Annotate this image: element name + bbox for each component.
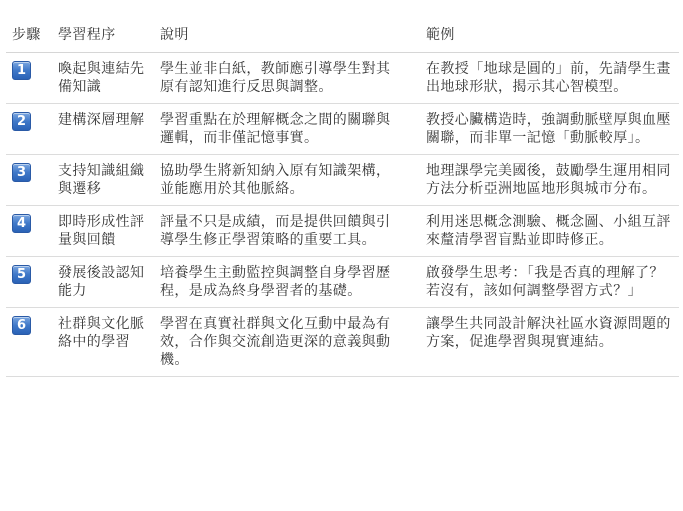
step-cell — [6, 104, 58, 155]
step-name: 建構深層理解 — [58, 104, 160, 155]
step-cell — [6, 155, 58, 206]
step-number-6-icon: 6 — [12, 316, 31, 335]
step-description: 協助學生將新知納入原有知識架構，並能應用於其他脈絡。 — [160, 155, 426, 206]
header-row — [6, 18, 679, 53]
step-cell — [6, 308, 58, 377]
step-number-3-icon: 3 — [12, 163, 31, 182]
step-description: 學習在真實社群與文化互動中最為有效，合作與交流創造更深的意義與動機。 — [160, 308, 426, 377]
header-name: 學習程序 — [58, 18, 160, 53]
table-row — [6, 104, 679, 155]
step-cell — [6, 206, 58, 257]
step-example: 教授心臟構造時，強調動脈壁厚與血壓關聯，而非單一記憶「動脈較厚」。 — [426, 104, 679, 155]
step-name: 社群與文化脈絡中的學習 — [58, 308, 160, 377]
table-body — [6, 53, 679, 377]
step-example: 利用迷思概念測驗、概念圖、小組互評來釐清學習盲點並即時修正。 — [426, 206, 679, 257]
header-step: 步驟 — [6, 18, 58, 53]
step-cell — [6, 257, 58, 308]
step-example: 讓學生共同設計解決社區水資源問題的方案，促進學習與現實連結。 — [426, 308, 679, 377]
step-name: 即時形成性評量與回饋 — [58, 206, 160, 257]
table-row — [6, 155, 679, 206]
step-example: 啟發學生思考：「我是否真的理解了？若沒有，該如何調整學習方式？」 — [426, 257, 679, 308]
step-description: 評量不只是成績，而是提供回饋與引導學生修正學習策略的重要工具。 — [160, 206, 426, 257]
table-row — [6, 257, 679, 308]
step-number-2-icon: 2 — [12, 112, 31, 131]
step-cell — [6, 53, 58, 104]
step-description: 培養學生主動監控與調整自身學習歷程，是成為終身學習者的基礎。 — [160, 257, 426, 308]
learning-process-table — [6, 18, 679, 377]
step-description: 學習重點在於理解概念之間的關聯與邏輯，而非僅記憶事實。 — [160, 104, 426, 155]
step-description: 學生並非白紙，教師應引導學生對其原有認知進行反思與調整。 — [160, 53, 426, 104]
step-example: 在教授「地球是圓的」前，先請學生畫出地球形狀，揭示其心智模型。 — [426, 53, 679, 104]
step-name: 喚起與連結先備知識 — [58, 53, 160, 104]
step-number-4-icon: 4 — [12, 214, 31, 233]
table-row — [6, 308, 679, 377]
header-description: 說明 — [160, 18, 426, 53]
table-row — [6, 206, 679, 257]
step-number-5-icon: 5 — [12, 265, 31, 284]
step-name: 支持知識組織與遷移 — [58, 155, 160, 206]
table-row — [6, 53, 679, 104]
table-header — [6, 18, 679, 53]
step-number-1-icon: 1 — [12, 61, 31, 80]
header-example: 範例 — [426, 18, 679, 53]
step-example: 地理課學完美國後，鼓勵學生運用相同方法分析亞洲地區地形與城市分布。 — [426, 155, 679, 206]
step-name: 發展後設認知能力 — [58, 257, 160, 308]
